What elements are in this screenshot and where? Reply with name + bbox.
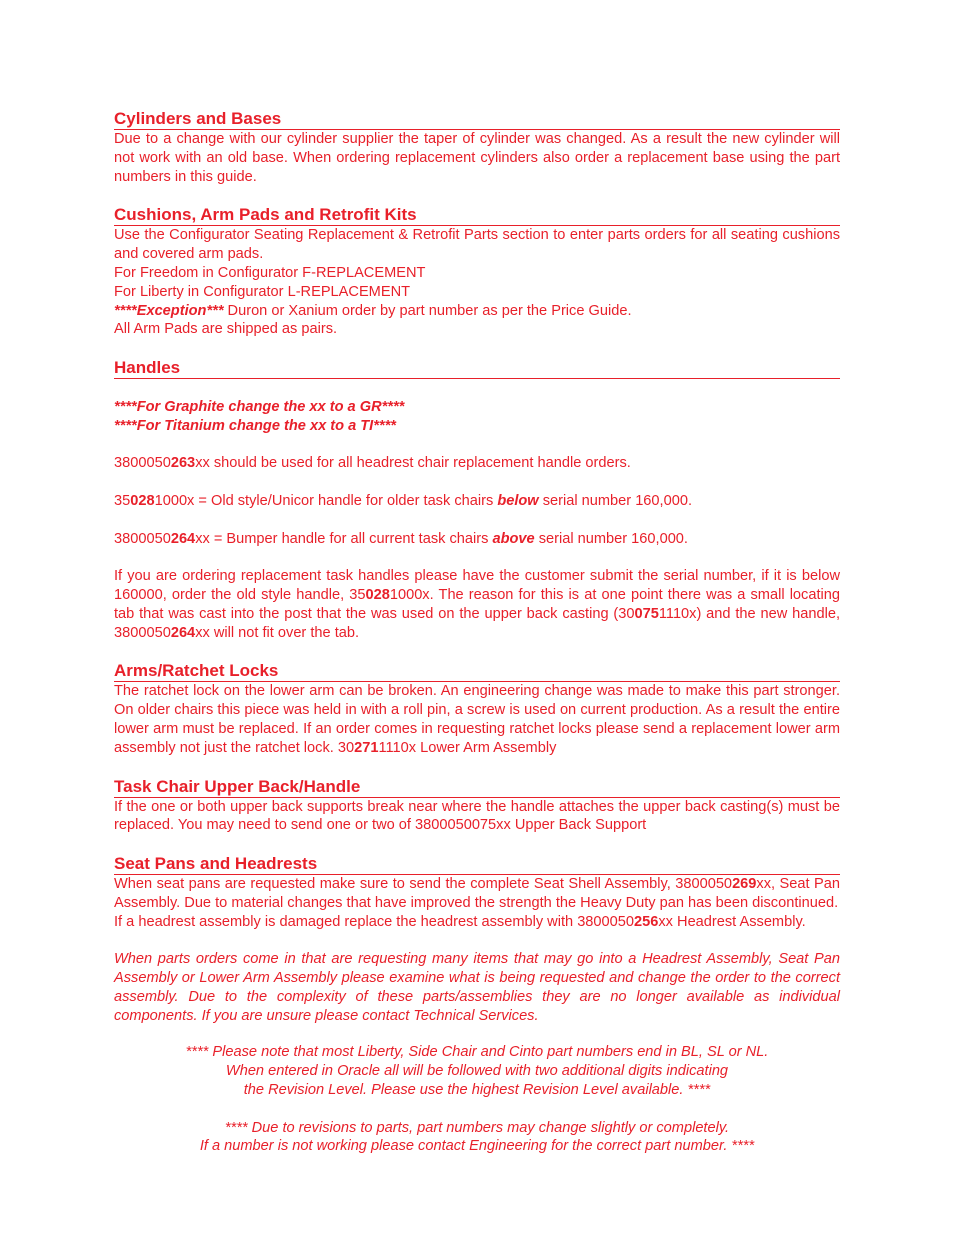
section-body bbox=[114, 682, 840, 757]
section-body: Use the Configurator Seating Replacement & Retrofit Parts section to enter parts orders for all seating cushions and covered arm pads. bbox=[114, 227, 840, 263]
part-code: 028 bbox=[130, 492, 155, 509]
line-text: serial number 160,000. bbox=[538, 492, 692, 509]
emphasis-text: below bbox=[497, 492, 539, 509]
para-text: 1110x) and the new handle, 3800050 bbox=[114, 605, 840, 641]
line-text: xx = Bumper handle for all current task chairs bbox=[195, 530, 493, 547]
section-body: If the one or both upper back supports break near where the handle attaches the upper back casting(s) must be replaced. You may need to send one or two of 3800050075xx Upper Back Support bbox=[114, 798, 840, 834]
section-cushions-arm-pads bbox=[114, 204, 840, 339]
part-code: 271 bbox=[354, 739, 379, 756]
liberty-line: For Liberty in Configurator L-REPLACEMENT bbox=[114, 283, 411, 300]
part-prefix: 3800050 bbox=[114, 530, 171, 547]
section-body: Due to a change with our cylinder supplier the taper of cylinder was changed. As a result the new cylinder will not work with an old base. When ordering replacement cylinders also order a replacement base using the part numbers in this guide. bbox=[114, 131, 840, 185]
part-code: 256 bbox=[634, 913, 659, 930]
para-text: 1000x. The reason for this is at one point there was a small locating tab that was cast into the post that the was used on the upper back casting (30 bbox=[114, 586, 840, 622]
section-heading: Task Chair Upper Back/Handle bbox=[114, 776, 840, 798]
note-line: If a number is not working please contact Engineering for the correct part number. **** bbox=[199, 1138, 755, 1155]
part-prefix: 35 bbox=[114, 492, 131, 509]
part-code: 264 bbox=[170, 530, 196, 547]
para-text: If you are ordering replacement task handles please have the customer submit the serial number, if it is below 160000, order the old style handle, 35 bbox=[114, 568, 840, 603]
para-text: The ratchet lock on the lower arm can be broken. An engineering change was made to make this part stronger. On older chairs this piece was held in with a roll pin, a screw is used on current production. As a result the entire lower arm must be replaced. If an order comes in requesting ratchet locks please send a replacement lower arm assembly not just the ratchet lock. 30 bbox=[114, 683, 840, 756]
titanium-note: ****For Titanium change the xx to a TI**** bbox=[114, 417, 396, 434]
section-arms-ratchet-locks bbox=[114, 660, 840, 757]
freedom-line: For Freedom in Configurator F-REPLACEMENT bbox=[114, 264, 426, 281]
part-prefix: 3800050 bbox=[114, 455, 171, 472]
section-heading: Seat Pans and Headrests bbox=[114, 853, 840, 875]
seat-shell-para bbox=[114, 875, 840, 913]
section-task-chair-upper-back bbox=[114, 776, 840, 836]
bumper-handle-line bbox=[114, 530, 840, 549]
revision-notes bbox=[114, 1043, 840, 1156]
old-handle-line bbox=[114, 492, 840, 511]
exception-label: ****Exception*** bbox=[114, 302, 224, 319]
section-heading: Arms/Ratchet Locks bbox=[114, 660, 840, 682]
section-heading: Cushions, Arm Pads and Retrofit Kits bbox=[114, 204, 840, 226]
graphite-note: ****For Graphite change the xx to a GR**** bbox=[114, 398, 405, 415]
document-page bbox=[114, 108, 840, 1156]
note-line: the Revision Level. Please use the highest Revision Level available. **** bbox=[243, 1082, 711, 1099]
part-code: 264 bbox=[170, 624, 196, 641]
headrest-handle-line bbox=[114, 454, 840, 473]
part-code: 075 bbox=[634, 605, 659, 622]
note-line: **** Due to revisions to parts, part numbers may change slightly or completely. bbox=[224, 1119, 730, 1136]
section-handles bbox=[114, 357, 840, 642]
para-text: xx will not fit over the tab. bbox=[195, 624, 360, 641]
headrest-para bbox=[114, 913, 840, 932]
para-text: xx, Seat Pan Assembly. Due to material changes that have improved the strength the Heavy Duty pan has been discontinued. bbox=[114, 876, 840, 911]
line-text: 1000x = Old style/Unicor handle for older task chairs bbox=[154, 492, 498, 509]
note-line: **** Please note that most Liberty, Side Chair and Cinto part numbers end in BL, SL or NL. bbox=[185, 1044, 769, 1061]
exception-text: Duron or Xanium order by part number as per the Price Guide. bbox=[223, 302, 632, 319]
para-text: 1110x Lower Arm Assembly bbox=[378, 739, 557, 756]
exception-line bbox=[114, 302, 840, 321]
section-seat-pans-headrests bbox=[114, 853, 840, 1025]
para-text: If a headrest assembly is damaged replace the headrest assembly with 3800050 bbox=[114, 913, 635, 930]
note-line: When entered in Oracle all will be followed with two additional digits indicating bbox=[225, 1063, 729, 1080]
line-text: serial number 160,000. bbox=[534, 530, 688, 547]
part-code: 028 bbox=[365, 586, 390, 603]
para-text: When seat pans are requested make sure to send the complete Seat Shell Assembly, 3800050 bbox=[114, 876, 733, 893]
para-text: xx Headrest Assembly. bbox=[658, 913, 806, 930]
section-heading: Cylinders and Bases bbox=[114, 108, 840, 130]
assembly-advice: When parts orders come in that are requesting many items that may go into a Headrest Assembly, Seat Pan Assembly or Lower Arm Assembly please examine what is being requested and change the order to the correct assembly. Due to the complexity of these parts/assemblies they are no longer available as individual components. If you are unsure please contact Technical Services. bbox=[114, 951, 840, 1024]
handle-instructions bbox=[114, 567, 840, 642]
section-heading: Handles bbox=[114, 357, 840, 379]
pairs-line: All Arm Pads are shipped as pairs. bbox=[114, 321, 338, 338]
section-cylinders-and-bases bbox=[114, 108, 840, 186]
part-code: 263 bbox=[170, 455, 196, 472]
line-text: xx should be used for all headrest chair replacement handle orders. bbox=[195, 455, 631, 472]
emphasis-text: above bbox=[492, 530, 535, 547]
part-code: 269 bbox=[732, 876, 757, 893]
